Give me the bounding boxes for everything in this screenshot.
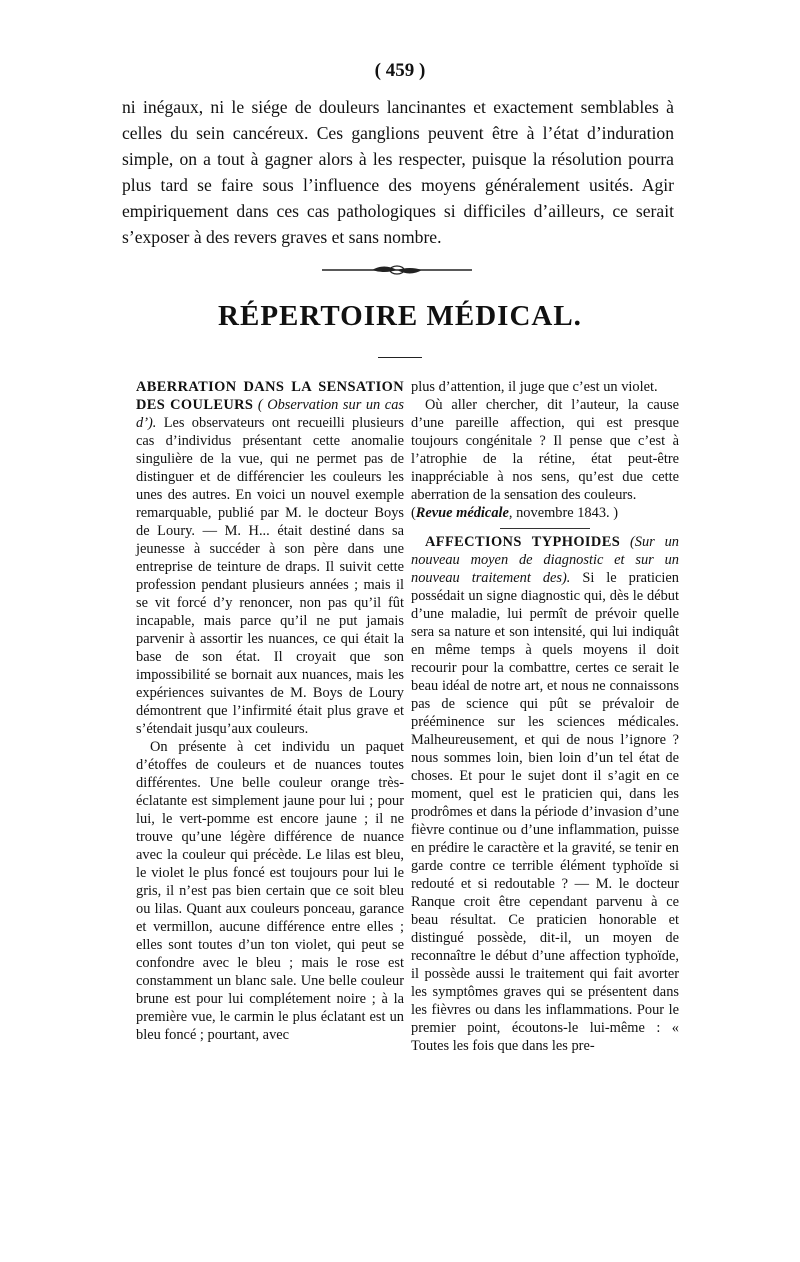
source-open: (	[411, 505, 416, 521]
intro-paragraph: ni inégaux, ni le siége de douleurs lancinantes et exactement semblables à celles du sein cancéreux. Ces ganglions peuvent être à l’état d’induration simple, on a tout à gagner alors à les respecter, puisque la résolution pourra plus tard se faire sous l’influence des moyens généralement usités. Agir empiriquement dans ces cas pathologiques si difficiles d’ailleurs, ce serait s’exposer à des revers graves et sans nombre.	[122, 97, 674, 247]
entry-typhoides-paragraph	[411, 533, 679, 1055]
entry-subtitle-aberration: ( Observation sur un cas d’).	[136, 397, 404, 431]
entry-heading-aberration: ABERRATION DANS LA SENSATION DES COULEURS	[136, 379, 404, 413]
entry-aberration-text: Les observateurs ont recueilli plusieurs cas d’individus présentant cette anomalie singulière de la vue, qui ne permet pas de distinguer et de différencier les couleurs les unes des autres. En voici un nouvel exemple remarquable, publié par M. le docteur Boys de Loury. — M. H... était destiné dans sa jeunesse à succéder à son père dans une entreprise de teinture de draps. Il suivit cette profession pendant plusieurs années ; mais il se vit forcé d’y renoncer, non pas qu’il fût incapable, mais parce qu’il ne put jamais parvenir à assortir les nuances, ce qui était la base de son état. Il croyait que son impossibilité se bornait aux nuances, mais les expériences suivantes de M. Boys de Loury démontrent que l’infirmité était plus grave et s’étendait jusqu’aux couleurs.	[136, 415, 404, 737]
right-column	[411, 378, 679, 1055]
entry-subtitle-typhoides: (Sur un nouveau moyen de diagnostic et sur un nouveau traitement des).	[411, 534, 679, 586]
entry-aberration-paragraph-4: Où aller chercher, dit l’auteur, la cause d’une pareille affection, qui est presque toujours congénitale ? Il pense que c’est à l’atrophie de la rétine, état peut-être inappréciable à nos sens, qu’est due cette aberration de la sensation des couleurs.	[411, 397, 679, 503]
entry-aberration-source	[411, 504, 679, 522]
ornamental-divider	[322, 262, 472, 278]
page-number: ( 459 )	[374, 60, 426, 81]
entry-aberration-paragraph	[136, 378, 404, 738]
title-rule	[378, 357, 422, 358]
entry-typhoides-text: Si le praticien possédait un signe diagnostic qui, dès le début d’une maladie, lui permît de prévoir quelle sera sa nature et son intensité, qui lui indiquât en même temps à quels moyens il doit recourir pour la combattre, certes ce serait le beau idéal de notre art, et nous ne connaissons pas de science qui pût se prévaloir de prééminence sur les sciences médicales. Malheureusement, et qui de nous l’ignore ? nous sommes loin, bien loin d’un tel état de choses. Et pour le sujet dont il s’agit en ce moment, quel est le praticien qui, dans les prodrômes et dans la période d’invasion d’une fièvre continue ou d’une inflammation, puisse en prédire le caractère et la gravité, se tenir en garde contre ce terrible élément typhoïde si redouté et si redoutable ? — M. le docteur Ranque croit être cependant parvenu à ce beau résultat. Ce praticien honorable et distingué possède, dit-il, un moyen de reconnaître le début d’une affection typhoïde, il possède aussi le traitement qui fait avorter les symptômes graves qui se présentent dans les fièvres ou dans les inflammations. Pour le premier point, écoutons-le lui-même : « Toutes les fois que dans les pre-	[411, 570, 679, 1054]
entry-heading-typhoides: AFFECTIONS TYPHOIDES	[425, 534, 621, 550]
entry-divider	[500, 528, 590, 529]
entry-aberration-paragraph-3: plus d’attention, il juge que c’est un violet.	[411, 379, 658, 395]
left-column	[136, 378, 404, 1044]
entry-aberration-paragraph-2: On présente à cet individu un paquet d’étoffes de couleurs et de nuances toutes différentes. Une belle couleur orange très-éclatante est simplement jaune pour lui ; pour lui, le vert-pomme est encore jaune ; il ne trouve qu’une légère différence de nuance avec la couleur qui précède. Le lilas est bleu, le violet le plus foncé est toujours pour lui le gris, il n’est pas bien certain que ce soit bleu ou lilas. Quant aux couleurs ponceau, garance et vermillon, aucune différence entre elles ; elles sont toutes d’un ton violet, qui peut se confondre avec le bleu ; mais le rose est constamment un blanc sale. Une belle couleur brune est pour lui complétement noire ; à la première vue, le carmin le plus éclatant est un bleu foncé ; pourtant, avec	[136, 739, 404, 1043]
source-journal: Revue médicale	[415, 505, 509, 521]
source-date: , novembre 1843. )	[508, 505, 619, 521]
section-title: RÉPERTOIRE MÉDICAL.	[218, 300, 582, 332]
